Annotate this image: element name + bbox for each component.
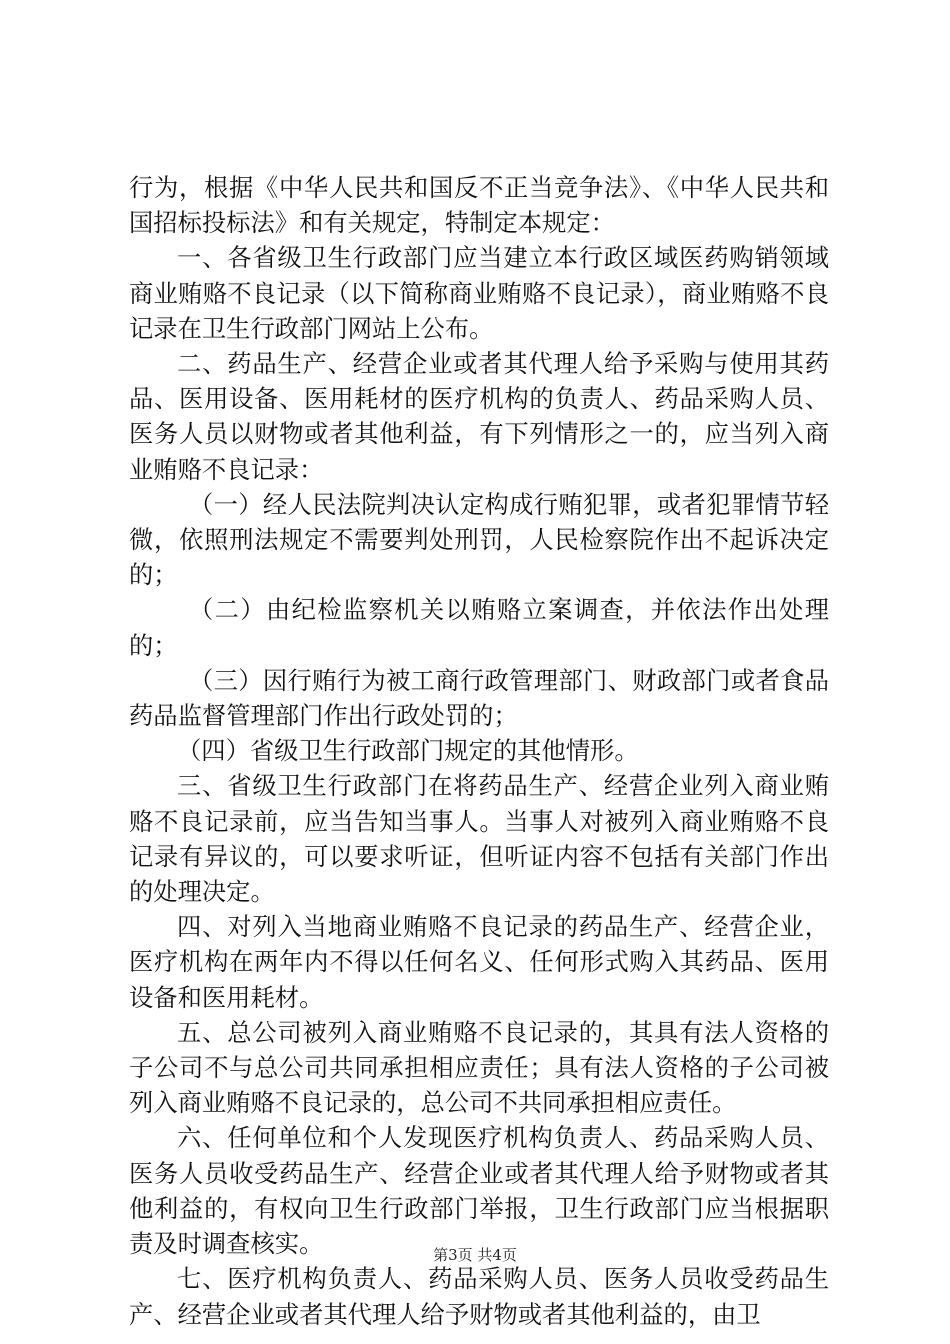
- paragraph-item-4: （四）省级卫生行政部门规定的其他情形。: [177, 736, 639, 766]
- paragraph-preamble: 行为，根据《中华人民共和国反不正当竞争法》、《中华人民共和国招标投标法》和有关规定，特制定本规定：: [129, 173, 829, 238]
- paragraph-article-2: 二、药品生产、经营企业或者其代理人给予采购与使用其药品、医用设备、医用耗材的医疗机构的负责人、药品采购人员、医务人员以财物或者其他利益，有下列情形之一的，应当列入商业贿赂不良记录：: [129, 349, 829, 484]
- paragraph-item-1: （一）经人民法院判决认定构成行贿犯罪，或者犯罪情节轻微，依照刑法规定不需要判处刑罚，人民检察院作出不起诉决定的；: [129, 489, 829, 590]
- paragraph-article-3: 三、省级卫生行政部门在将药品生产、经营企业列入商业贿赂不良记录前，应当告知当事人。当事人对被列入商业贿赂不良记录有异议的，可以要求听证，但听证内容不包括有关部门作出的处理决定。: [129, 771, 829, 907]
- paragraph-article-6: 六、任何单位和个人发现医疗机构负责人、药品采购人员、医务人员收受药品生产、经营企业或者其代理人给予财物或者其他利益的，有权向卫生行政部门举报，卫生行政部门应当根据职责及时调查核实。: [129, 1123, 829, 1259]
- document-body: [129, 170, 829, 1332]
- paragraph-article-7: 七、医疗机构负责人、药品采购人员、医务人员收受药品生产、经营企业或者其代理人给予财物或者其他利益的，由卫: [129, 1264, 829, 1329]
- paragraph-article-4: 四、对列入当地商业贿赂不良记录的药品生产、经营企业，医疗机构在两年内不得以任何名义、任何形式购入其药品、医用设备和医用耗材。: [129, 912, 829, 1012]
- paragraph-article-5: 五、总公司被列入商业贿赂不良记录的，其具有法人资格的子公司不与总公司共同承担相应责任；具有法人资格的子公司被列入商业贿赂不良记录的，总公司不共同承担相应责任。: [129, 1017, 829, 1118]
- paragraph-article-1: 一、各省级卫生行政部门应当建立本行政区域医药购销领域商业贿赂不良记录（以下简称商业贿赂不良记录），商业贿赂不良记录在卫生行政部门网站上公布。: [129, 243, 829, 343]
- page-number-footer: 第3页 共4页: [433, 1246, 517, 1264]
- paragraph-item-2: （二）由纪检监察机关以贿赂立案调查，并依法作出处理的；: [129, 595, 829, 660]
- paragraph-item-3: （三）因行贿行为被工商行政管理部门、财政部门或者食品药品监督管理部门作出行政处罚的；: [129, 665, 829, 731]
